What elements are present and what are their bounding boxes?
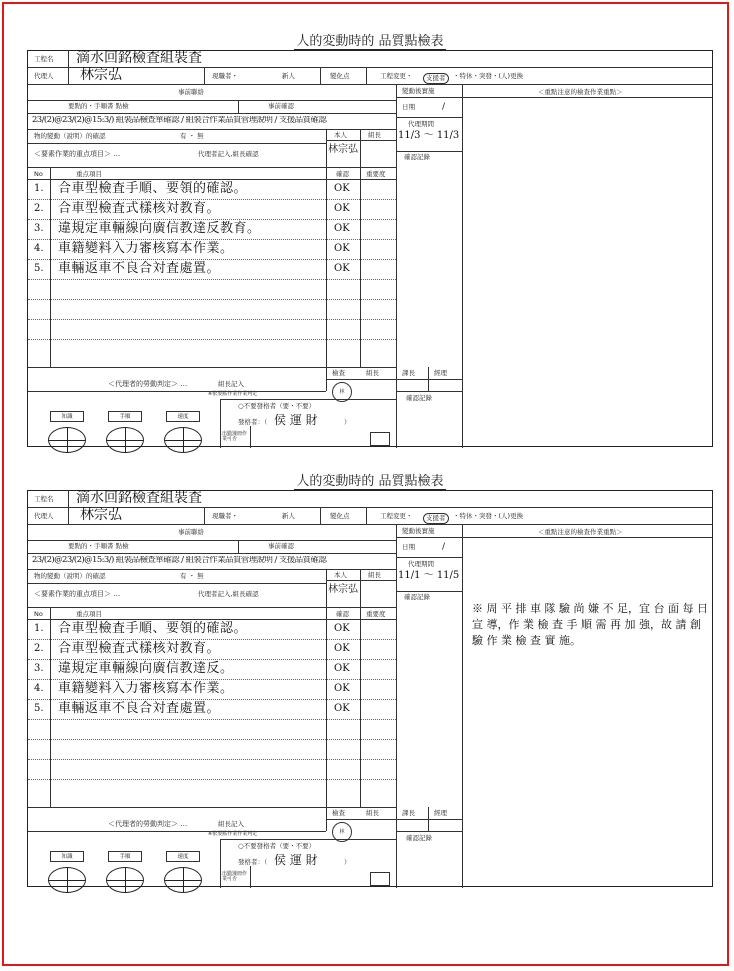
change-point-label: 變化点	[330, 72, 350, 80]
confirm-date-label: 事前確認	[268, 102, 294, 110]
process-name-value: 滴水回銘檢査組裝査	[76, 490, 202, 506]
key-point-text: 合車型檢査手順、要領的確認。	[58, 181, 248, 196]
change-options-label: 工程変更・	[380, 512, 413, 520]
ok-record-label: 確認記錄	[406, 394, 432, 402]
regular-new-label: 新人	[282, 512, 295, 520]
inspection-label: 檢查	[332, 369, 345, 377]
change-options-rest: ・特休・突發・(人)更換	[453, 72, 524, 80]
chief-entry-label: 組長記入	[218, 380, 244, 388]
key-point-text: 合車型檢査式樣核対教育。	[58, 201, 221, 216]
section-head-label: 課長	[402, 369, 415, 377]
procedure-judge-circle	[106, 867, 144, 893]
period-value: 11/1 〜 11/5	[398, 570, 460, 581]
section-head-label: 課長	[402, 809, 415, 817]
approver-name: 侯 運 財	[274, 413, 318, 427]
knowledge-judge-circle	[48, 427, 86, 453]
person-label: 本人	[334, 131, 347, 139]
key-point-check: OK	[334, 203, 350, 214]
key-point-no: 2.	[34, 643, 44, 654]
regular-worker-label: 現職者・	[212, 72, 238, 80]
key-point-col: 重点項目	[76, 610, 102, 618]
importance-col: 重要度	[366, 610, 386, 618]
chief-stamp: 林宗弘	[328, 144, 358, 155]
key-point-no: 3.	[34, 223, 44, 234]
key-point-no: 1.	[34, 623, 44, 634]
spec-change-label: 物的變動（說明）的確認	[34, 572, 106, 580]
person-label: 本人	[334, 571, 347, 579]
key-points-label: ＜要素作業的重点項目＞ …	[34, 150, 121, 158]
change-circled: 支援者	[423, 73, 449, 84]
process-name-label: 工程名	[34, 55, 54, 63]
regular-new-label: 新人	[282, 72, 295, 80]
speed-judge-circle	[164, 867, 202, 893]
key-point-check: OK	[334, 223, 350, 234]
post-change-label: 變動後實施	[402, 527, 435, 535]
check-col: 確認	[336, 170, 349, 178]
key-point-text: 車輛返車不良合対査處置。	[58, 261, 221, 276]
key-point-text: 車籍變料入力審核寫本作業。	[58, 241, 234, 256]
key-point-check: OK	[334, 623, 350, 634]
skill-speed-box: 速度	[166, 411, 200, 422]
confirm-record-label: 確認記錄	[404, 593, 430, 601]
regular-worker-label: 現職者・	[212, 512, 238, 520]
no-col: No	[34, 170, 43, 178]
key-point-check: OK	[334, 243, 350, 254]
substitute-reason-label: ＜代理者的勞動判定＞ …	[108, 380, 188, 388]
change-options-rest: ・特休・突發・(人)更換	[453, 512, 524, 520]
small-note: ※依要點作業作業判定	[208, 391, 258, 397]
approval-need-label: ○不要發格者（要・不要）	[238, 402, 316, 410]
yes-no-label: 有 ・ 無	[180, 572, 204, 580]
procedure-judge-circle	[106, 427, 144, 453]
ok-record-label: 確認記錄	[406, 834, 432, 842]
key-point-no: 5.	[34, 703, 44, 714]
key-point-no: 2.	[34, 203, 44, 214]
key-point-no: 4.	[34, 683, 44, 694]
sheet-table: 工程名 滴水回銘檢査組裝査 代理人 林宗弘 現職者・ 新人 變化点 工程変更・ 支援者 ・特休・突發・(人)更換 變動後實施 ＜重點注意的檢查作業重點＞ 日期 / 代理期間 11/1 〜 11/5 確認記錄 事前聯絡 要點的・手順書 點檢 事前確認 23/(2)@23/(2)@15:3/) 組裝品檢查單確認 / 組裝合作業品質管理說明 / 支援品質確認 物的變動（說明）的確認 有 ・ 無 本人 組長 林宗弘 ＜要素作業的重点項目＞ … 代理者記入,組長確認 No 重点項目 確認 重要度 1. 合車型檢査手順、要領的確認。 OK 2. 合車型檢査式樣核対教育。 OK 3. 違規定車輛線向廣信教達反。 OK 4. 車籍變料入力審核寫本作業。 OK 5. 車輛返車不良合対査處置。 OK 檢查 組長 課長 經理 林 ＜代理者的勞動判定＞ … 組長記入 ※依要點作業作業判定 確認記錄 ○不要發格者（要・不要） 發格者：（ 侯 運 財 ） 出勤簿冊作業可否 知識 手順 速度 ※ 周 平 排 車 隊 驗 尚 嫌 不 足，宜 台 面 每 日 宣 導，作 業 檢 査 手 順 需 再 加 強，故 請 創 驗 作 業 檢 查 實 施。	[27, 490, 713, 887]
key-point-check: OK	[334, 703, 350, 714]
skill-knowledge-box: 知識	[50, 851, 84, 862]
approval-need-label: ○不要發格者（要・不要）	[238, 842, 316, 850]
key-point-check: OK	[334, 183, 350, 194]
substitute-name: 林宗弘	[80, 507, 122, 523]
sub-period-label: 代理期間	[408, 560, 434, 568]
inspection-label: 檢查	[332, 809, 345, 817]
key-point-check: OK	[334, 683, 350, 694]
sub-period-label: 代理期間	[408, 120, 434, 128]
remarks-section-label: ＜重點注意的檢查作業重點＞	[538, 88, 623, 96]
inspect-stamp: 林	[332, 822, 352, 842]
knowledge-judge-circle	[48, 867, 86, 893]
skill-knowledge-box: 知識	[50, 411, 84, 422]
substitute-label: 代理人	[34, 512, 54, 520]
sheet-title: 人的変動時的 品質點檢表	[296, 474, 444, 489]
change-point-label: 變化点	[330, 512, 350, 520]
importance-col: 重要度	[366, 170, 386, 178]
approver-label: 發格者：（	[238, 858, 268, 866]
entered-by-label: 代理者記入,組長確認	[198, 590, 259, 598]
inspect-stamp: 林	[332, 382, 352, 402]
manager-label: 經理	[434, 369, 447, 377]
key-point-text: 違規定車輛線向廣信教達反。	[58, 661, 234, 676]
support-row: 23/(2)@23/(2)@15:3/) 組裝品檢查單確認 / 組裝合作業品質管理說明 / 支援品質確認	[32, 116, 327, 125]
key-point-no: 4.	[34, 243, 44, 254]
leader-label: 組長	[366, 369, 379, 377]
approver-label: 發格者：（	[238, 418, 268, 426]
manager-label: 經理	[434, 809, 447, 817]
spec-change-label: 物的變動（說明）的確認	[34, 132, 106, 140]
skill-speed-box: 速度	[166, 851, 200, 862]
key-point-text: 合車型檢査手順、要領的確認。	[58, 621, 248, 636]
prior-contact-label: 事前聯絡	[178, 88, 204, 96]
approver-name: 侯 運 財	[274, 853, 318, 867]
chief-entry-label: 組長記入	[218, 820, 244, 828]
sheet-title: 人的変動時的 品質點檢表	[296, 34, 444, 49]
substitute-reason-label: ＜代理者的勞動判定＞ …	[108, 820, 188, 828]
entered-by-label: 代理者記入,組長確認	[198, 150, 259, 158]
chief-stamp: 林宗弘	[328, 584, 358, 595]
yes-no-label: 有 ・ 無	[180, 132, 204, 140]
confirm-date-label: 事前確認	[268, 542, 294, 550]
key-point-text: 車輛返車不良合対査處置。	[58, 701, 221, 716]
small-note: ※依要點作業作業判定	[208, 831, 258, 837]
post-change-label: 變動後實施	[402, 87, 435, 95]
chief-label: 組長	[368, 571, 381, 579]
education-item-label: 要點的・手順書 點檢	[68, 542, 129, 550]
remark-text: ※ 周 平 排 車 隊 驗 尚 嫌 不 足，宜 台 面 每 日 宣 導，作 業 檢 査 手 順 需 再 加 強，故 請 創 驗 作 業 檢 查 實 施。	[472, 602, 708, 647]
education-item-label: 要點的・手順書 點檢	[68, 102, 129, 110]
process-name-value: 滴水回銘檢査組裝査	[76, 50, 202, 66]
key-point-check: OK	[334, 263, 350, 274]
key-points-label: ＜要素作業的重点項目＞ …	[34, 590, 121, 598]
auth-note: 出勤簿冊作業可否	[222, 871, 248, 882]
leader-label: 組長	[366, 809, 379, 817]
key-point-check: OK	[334, 643, 350, 654]
key-point-check: OK	[334, 663, 350, 674]
date-label: 日期	[402, 543, 415, 551]
key-point-text: 車籍變料入力審核寫本作業。	[58, 681, 234, 696]
skill-procedure-box: 手順	[108, 851, 142, 862]
key-point-col: 重点項目	[76, 170, 102, 178]
remarks-section-label: ＜重點注意的檢查作業重點＞	[538, 528, 623, 536]
substitute-label: 代理人	[34, 72, 54, 80]
key-point-no: 5.	[34, 263, 44, 274]
process-name-label: 工程名	[34, 495, 54, 503]
check-col: 確認	[336, 610, 349, 618]
auth-note: 出勤簿冊作業可否	[222, 431, 248, 442]
key-point-no: 1.	[34, 183, 44, 194]
chief-label: 組長	[368, 131, 381, 139]
key-point-text: 合車型檢査式樣核対教育。	[58, 641, 221, 656]
date-label: 日期	[402, 103, 415, 111]
skill-procedure-box: 手順	[108, 411, 142, 422]
confirm-record-label: 確認記錄	[404, 153, 430, 161]
period-value: 11/3 〜 11/3	[398, 130, 460, 141]
support-row: 23/(2)@23/(2)@15:3/) 組裝品檢查單確認 / 組裝合作業品質管理說明 / 支援品質確認	[32, 556, 327, 565]
key-point-text: 違規定車輛線向廣信教達反教育。	[58, 221, 261, 236]
key-point-no: 3.	[34, 663, 44, 674]
change-circled: 支援者	[423, 513, 449, 524]
substitute-name: 林宗弘	[80, 67, 122, 83]
speed-judge-circle	[164, 427, 202, 453]
sheet-table: 工程名 滴水回銘檢査組裝査 代理人 林宗弘 現職者・ 新人 變化点 工程変更・ 支援者 ・特休・突發・(人)更換 變動後實施 ＜重點注意的檢查作業重點＞ 日期 / 代理期間 11/3 〜 11/3 確認記錄 事前聯絡 要點的・手順書 點檢 事前確認 23/(2)@23/(2)@15:3/) 組裝品檢查單確認 / 組裝合作業品質管理說明 / 支援品質確認 物的變動（說明）的確認 有 ・ 無 本人 組長 林宗弘 ＜要素作業的重点項目＞ … 代理者記入,組長確認 No 重点項目 確認 重要度 1. 合車型檢査手順、要領的確認。 OK 2. 合車型檢査式樣核対教育。 OK 3. 違規定車輛線向廣信教達反教育。 OK 4. 車籍變料入力審核寫本作業。 OK 5. 車輛返車不良合対査處置。 OK 檢查 組長 課長 經理 林 ＜代理者的勞動判定＞ … 組長記入 ※依要點作業作業判定 確認記錄 ○不要發格者（要・不要） 發格者：（ 侯 運 財 ） 出勤簿冊作業可否 知識 手順 速度	[27, 50, 713, 447]
no-col: No	[34, 610, 43, 618]
prior-contact-label: 事前聯絡	[178, 528, 204, 536]
change-options-label: 工程変更・	[380, 72, 413, 80]
